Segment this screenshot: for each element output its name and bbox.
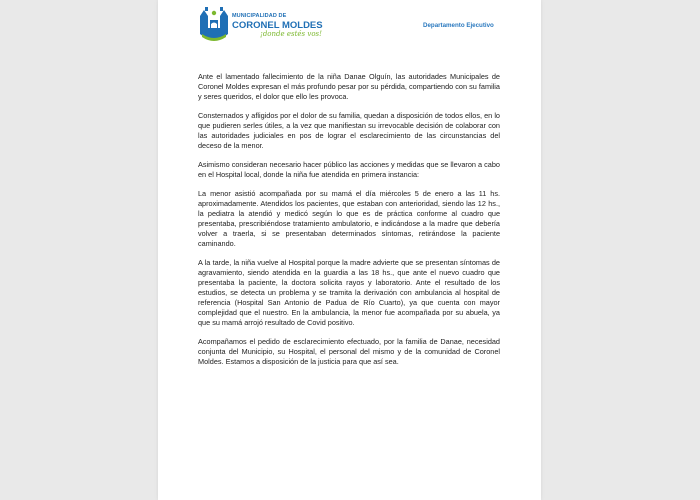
paragraph: Acompañamos el pedido de esclarecimiento efectuado, por la familia de Danae, necesidad conjunta del Municipio, su Hospital, el personal del mismo y de la comunidad de Coronel Moldes. Estamos a disposición de la justicia para que así sea. [198,337,500,366]
paragraph: Ante el lamentado fallecimiento de la niña Danae Olguín, las autoridades Municipales de Coronel Moldes expresan el más profundo pesar por su pérdida, compartiendo con su familia y seres queridos, el dolor que ello les provoca. [198,72,500,101]
paragraph: Consternados y afligidos por el dolor de su familia, quedan a disposición de todos ellos, en lo que pudieren serles útiles, a la vez que manifiestan su irrevocable decisión de colaborar con las autoridades judiciales en pos de lograr el esclarecimiento de las circunstancias del deceso de la menor. [198,111,500,150]
logo-line-town: CORONEL MOLDES [232,19,323,31]
department-title: Departamento Ejecutivo [423,22,494,29]
logo-line-municipalidad: MUNICIPALIDAD DE [232,13,287,19]
municipality-logo [198,6,323,48]
paragraph: A la tarde, la niña vuelve al Hospital porque la madre advierte que se presentan síntomas de agravamiento, siendo atendida en la guardia a las 18 hs., que ante el nuevo cuadro que presentaba la paciente, la doctora solicita rayos y laboratorio. Ante el resultado de los estudios, se detecta un problema y se tramita la derivación con ambulancia al hospital de referencia (Hospital San Antonio de Padua de Río Cuarto), ya que cuenta con mayor complejidad que el nuestro. En la ambulancia, la menor fue acompañada por su abuela, ya que su mamá arrojó resultado de Covid positivo. [198,258,500,327]
logo-wordmark [232,14,322,38]
logo-slogan: ¡donde estés vos! [260,30,322,38]
letter-body [198,72,500,376]
paragraph: Asimismo consideran necesario hacer público las acciones y medidas que se llevaron a cabo en el Hospital local, donde la niña fue atendida en primera instancia: [198,160,500,179]
letterhead [158,0,541,62]
castle-emblem-icon [198,6,230,46]
document-page [158,0,541,500]
paragraph: La menor asistió acompañada por su mamá el día miércoles 5 de enero a las 11 hs. aproximadamente. Atendidos los pacientes, que estaban con anterioridad, siendo las 12 hs., la pediatra la atendió y medicó según lo que es de práctica conforme al cuadro que presentaba, prescribiéndose tratamiento ambulatorio, e indicándose a la madre que debería volver a traerla, si se presentaban determinados síntomas, retirándose la paciente caminando. [198,189,500,248]
